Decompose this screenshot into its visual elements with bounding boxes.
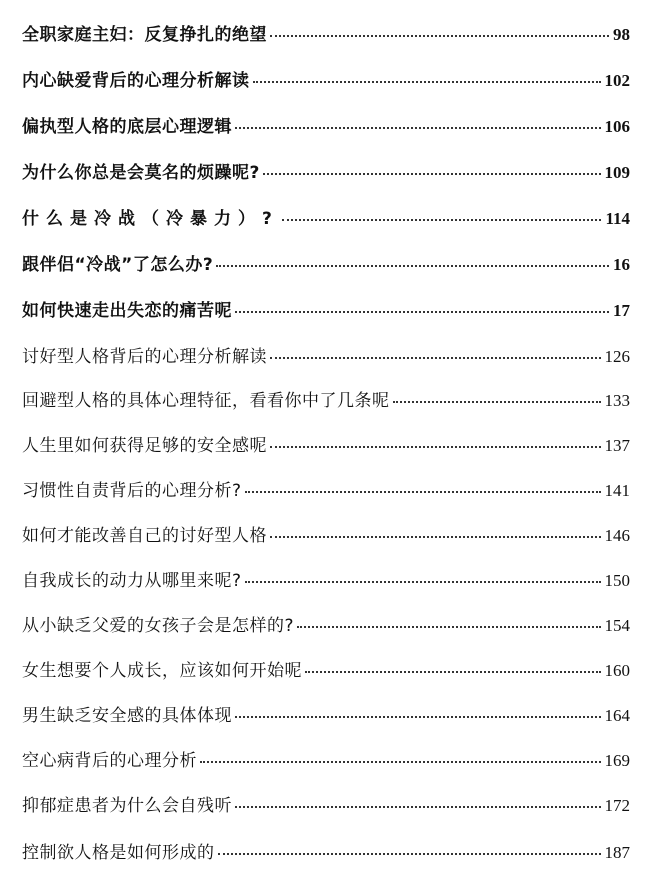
toc-entry-title: 女生想要个人成长，应该如何开始呢 [22,661,302,681]
toc-entry-page: 114 [605,209,630,228]
toc-entry-title: 如何才能改善自己的讨好型人格 [22,526,267,546]
toc-entry-title: 回避型人格的具体心理特征，看看你中了几条呢 [22,391,390,411]
toc-entry [22,431,630,461]
dot-leader [200,760,601,763]
toc-entry-page: 146 [604,526,630,545]
dot-leader [235,715,601,718]
dot-leader [305,670,601,673]
toc-entry-page: 126 [604,347,630,366]
dot-leader [270,356,601,359]
toc-entry [22,386,630,416]
dot-leader [270,34,609,37]
toc-entry-page: 187 [604,843,630,862]
dot-leader [270,535,601,538]
toc-entry-page: 133 [604,391,630,410]
toc-entry [22,791,630,821]
toc-entry-title: 讨好型人格背后的心理分析解读 [22,347,267,367]
toc-entry-title: 男生缺乏安全感的具体体现 [22,706,232,726]
toc-entry-page: 164 [604,706,630,725]
toc-entry [22,250,630,280]
toc-entry-page: 102 [604,71,630,90]
toc-entry [22,476,630,506]
toc-entry-page: 109 [604,163,630,182]
toc-entry-title: 为什么你总是会莫名的烦躁呢? [22,163,260,183]
toc-entry-page: 141 [604,481,630,500]
toc-entry [22,521,630,551]
toc-entry-page: 169 [604,751,630,770]
toc-entry [22,701,630,731]
dot-leader [218,852,601,855]
dot-leader [245,490,601,493]
toc-entry-page: 172 [604,796,630,815]
toc-entry-title: 习惯性自责背后的心理分析? [22,481,242,501]
dot-leader [263,172,601,175]
dot-leader [245,580,601,583]
dot-leader [297,625,600,628]
toc-entry-title: 内心缺爱背后的心理分析解读 [22,71,250,91]
toc-entry-title: 抑郁症患者为什么会自残听 [22,796,232,816]
dot-leader [270,445,601,448]
toc-entry [22,838,630,868]
toc-entry [22,746,630,776]
dot-leader [253,80,601,83]
toc-entry [22,66,630,96]
toc-entry-title: 空心病背后的心理分析 [22,751,197,771]
toc-entry-title: 跟伴侣“冷战”了怎么办? [22,255,214,275]
toc-entry [22,342,630,372]
toc-entry-title: 从小缺乏父爱的女孩子会是怎样的? [22,616,295,636]
toc-entry-title: 如何快速走出失恋的痛苦呢 [22,301,232,321]
toc-entry [22,158,630,188]
toc-entry [22,656,630,686]
toc-entry-title: 人生里如何获得足够的安全感呢 [22,436,267,456]
toc-entry-title: 控制欲人格是如何形成的 [22,843,215,863]
dot-leader [235,805,601,808]
dot-leader [235,126,601,129]
toc-entry-title: 什么是冷战（冷暴力）? [22,209,279,229]
toc-entry-page: 17 [613,301,630,320]
dot-leader [235,310,609,313]
toc-entry [22,611,630,641]
toc-entry [22,296,630,326]
toc-entry-page: 150 [604,571,630,590]
toc-entry-page: 160 [604,661,630,680]
toc-entry-title: 偏执型人格的底层心理逻辑 [22,117,232,137]
toc-entry-title: 全职家庭主妇：反复挣扎的绝望 [22,25,267,45]
dot-leader [393,400,601,403]
toc-entry-page: 16 [613,255,630,274]
toc-entry [22,204,630,234]
toc-entry-page: 106 [604,117,630,136]
toc-entry-page: 137 [604,436,630,455]
toc-entry-page: 98 [613,25,630,44]
toc-entry [22,566,630,596]
toc-entry [22,20,630,50]
dot-leader [282,218,602,221]
toc-entry-page: 154 [604,616,630,635]
dot-leader [216,264,609,267]
toc-entry-title: 自我成长的动力从哪里来呢? [22,571,242,591]
toc-entry [22,112,630,142]
